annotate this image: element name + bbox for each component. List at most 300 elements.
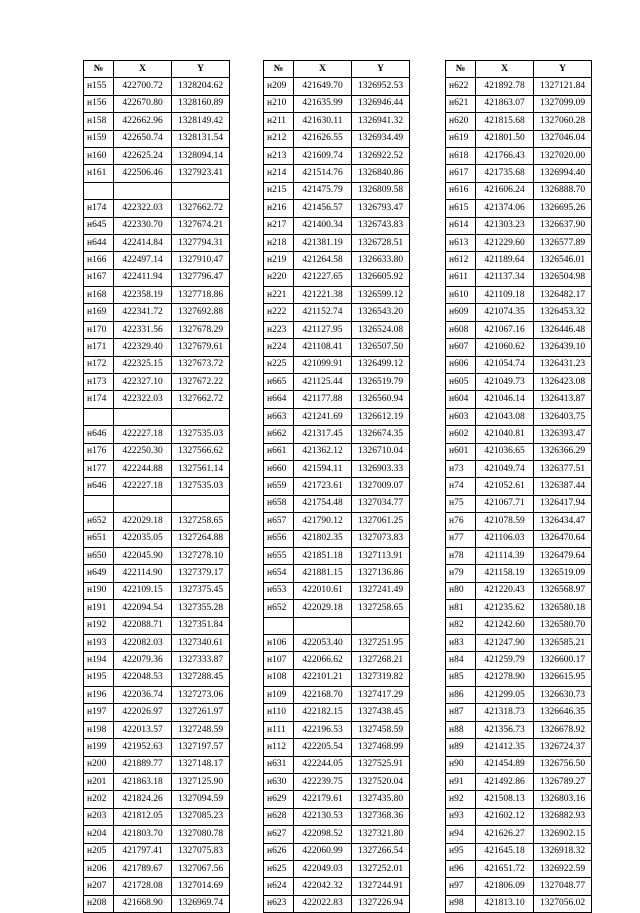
- x-coordinate-cell: 421630.11: [294, 113, 352, 130]
- point-number-cell: н613: [446, 234, 476, 251]
- point-number-cell: н626: [264, 843, 294, 860]
- y-coordinate-cell: 1326524.08: [352, 321, 410, 338]
- table-row: [264, 408, 410, 425]
- y-coordinate-cell: 1326560.94: [352, 391, 410, 408]
- y-coordinate-cell: 1326479.64: [534, 547, 592, 564]
- table-row: [264, 687, 410, 704]
- x-coordinate-cell: 421318.73: [476, 704, 534, 721]
- table-row: [84, 721, 230, 738]
- x-coordinate-cell: 421789.67: [114, 860, 172, 877]
- table-row: [264, 269, 410, 286]
- y-coordinate-cell: 1327417.29: [352, 687, 410, 704]
- point-number-cell: н167: [84, 269, 114, 286]
- point-number-cell: н661: [264, 443, 294, 460]
- point-number-cell: н81: [446, 600, 476, 617]
- x-coordinate-cell: 422358.19: [114, 287, 172, 304]
- table-row: [264, 113, 410, 130]
- table-row: [264, 130, 410, 147]
- header-number: №: [446, 61, 476, 78]
- x-coordinate-cell: 421227.65: [294, 269, 352, 286]
- table-row: [84, 252, 230, 269]
- x-coordinate-cell: 421626.27: [476, 826, 534, 843]
- point-number-cell: н621: [446, 95, 476, 112]
- point-number-cell: н225: [264, 356, 294, 373]
- table-row: [264, 843, 410, 860]
- table-row: [264, 234, 410, 251]
- point-number-cell: н171: [84, 339, 114, 356]
- x-coordinate-cell: 422130.53: [294, 808, 352, 825]
- x-coordinate-cell: 422022.83: [294, 895, 352, 912]
- table-row: [446, 495, 592, 512]
- y-coordinate-cell: 1328149.42: [172, 113, 230, 130]
- point-number-cell: н204: [84, 826, 114, 843]
- table-row: [84, 600, 230, 617]
- table-row: [264, 565, 410, 582]
- y-coordinate-cell: 1326543.20: [352, 304, 410, 321]
- x-coordinate-cell: 421514.76: [294, 165, 352, 182]
- y-coordinate-cell: 1326633.80: [352, 252, 410, 269]
- x-coordinate-cell: 422088.71: [114, 617, 172, 634]
- table-row: [446, 774, 592, 791]
- y-coordinate-cell: 1327125.90: [172, 774, 230, 791]
- table-row: [264, 287, 410, 304]
- y-coordinate-cell: 1327020.00: [534, 147, 592, 164]
- y-coordinate-cell: 1327796.47: [172, 269, 230, 286]
- header-y: Y: [352, 61, 410, 78]
- point-number-cell: н169: [84, 304, 114, 321]
- table-row: [84, 843, 230, 860]
- point-number-cell: н224: [264, 339, 294, 356]
- y-coordinate-cell: 1326674.35: [352, 426, 410, 443]
- table-row: [84, 895, 230, 912]
- point-number-cell: н76: [446, 513, 476, 530]
- point-number-cell: н98: [446, 895, 476, 912]
- x-coordinate-cell: 422205.54: [294, 739, 352, 756]
- point-number-cell: н97: [446, 878, 476, 895]
- y-coordinate-cell: 1328160.89: [172, 95, 230, 112]
- x-coordinate-cell: 421381.19: [294, 234, 352, 251]
- x-coordinate-cell: 422053.40: [294, 634, 352, 651]
- x-coordinate-cell: 421049.73: [476, 374, 534, 391]
- point-number-cell: н172: [84, 356, 114, 373]
- y-coordinate-cell: 1327662.72: [172, 200, 230, 217]
- table-row: [264, 721, 410, 738]
- table-row: [84, 147, 230, 164]
- point-number-cell: н201: [84, 774, 114, 791]
- y-coordinate-cell: 1326918.32: [534, 843, 592, 860]
- point-number-cell: [84, 182, 114, 199]
- table-row: [264, 791, 410, 808]
- y-coordinate-cell: 1327273.06: [172, 687, 230, 704]
- x-coordinate-cell: 421815.68: [476, 113, 534, 130]
- y-coordinate-cell: 1326922.59: [534, 860, 592, 877]
- table-row: [264, 704, 410, 721]
- x-coordinate-cell: 421242.60: [476, 617, 534, 634]
- point-number-cell: н608: [446, 321, 476, 338]
- x-coordinate-cell: 421723.61: [294, 478, 352, 495]
- x-coordinate-cell: 421299.05: [476, 687, 534, 704]
- point-number-cell: н73: [446, 460, 476, 477]
- y-coordinate-cell: 1327340.61: [172, 634, 230, 651]
- x-coordinate-cell: 421790.12: [294, 513, 352, 530]
- table-row: [446, 756, 592, 773]
- y-coordinate-cell: 1327014.69: [172, 878, 230, 895]
- point-number-cell: н111: [264, 721, 294, 738]
- y-coordinate-cell: 1327099.09: [534, 95, 592, 112]
- y-coordinate-cell: 1326403.75: [534, 408, 592, 425]
- point-number-cell: н174: [84, 391, 114, 408]
- table-row: [84, 739, 230, 756]
- y-coordinate-cell: 1326507.50: [352, 339, 410, 356]
- y-coordinate-cell: 1327264.88: [172, 530, 230, 547]
- point-number-cell: н85: [446, 669, 476, 686]
- x-coordinate-cell: 421043.08: [476, 408, 534, 425]
- table-row: [446, 165, 592, 182]
- y-coordinate-cell: 1326439.10: [534, 339, 592, 356]
- x-coordinate-cell: 422322.03: [114, 200, 172, 217]
- table-row: [264, 443, 410, 460]
- x-coordinate-cell: 421303.23: [476, 217, 534, 234]
- x-coordinate-cell: 421362.12: [294, 443, 352, 460]
- table-row: [84, 860, 230, 877]
- x-coordinate-cell: 421374.06: [476, 200, 534, 217]
- table-row: [84, 304, 230, 321]
- table-row: [84, 652, 230, 669]
- y-coordinate-cell: 1326499.12: [352, 356, 410, 373]
- point-number-cell: н209: [264, 78, 294, 95]
- y-coordinate-cell: 1327923.41: [172, 165, 230, 182]
- point-number-cell: н656: [264, 530, 294, 547]
- y-coordinate-cell: 1326417.94: [534, 495, 592, 512]
- x-coordinate-cell: 421635.99: [294, 95, 352, 112]
- x-coordinate-cell: 421106.03: [476, 530, 534, 547]
- x-coordinate-cell: 421114.39: [476, 547, 534, 564]
- table-row: [264, 252, 410, 269]
- y-coordinate-cell: 1326580.70: [534, 617, 592, 634]
- table-row: [264, 391, 410, 408]
- point-number-cell: н213: [264, 147, 294, 164]
- y-coordinate-cell: [172, 408, 230, 425]
- table-row: [84, 878, 230, 895]
- point-number-cell: н218: [264, 234, 294, 251]
- x-coordinate-cell: 421235.62: [476, 600, 534, 617]
- x-coordinate-cell: 421189.64: [476, 252, 534, 269]
- point-number-cell: н94: [446, 826, 476, 843]
- header-row: [446, 61, 592, 78]
- x-coordinate-cell: 422114.90: [114, 565, 172, 582]
- point-number-cell: н156: [84, 95, 114, 112]
- x-coordinate-cell: 421735.68: [476, 165, 534, 182]
- table-row: [264, 826, 410, 843]
- point-number-cell: н651: [84, 530, 114, 547]
- y-coordinate-cell: 1328094.14: [172, 147, 230, 164]
- y-coordinate-cell: 1327674.21: [172, 217, 230, 234]
- y-coordinate-cell: 1326585.21: [534, 634, 592, 651]
- point-number-cell: н653: [264, 582, 294, 599]
- coordinates-table-1: [83, 60, 230, 913]
- y-coordinate-cell: [172, 182, 230, 199]
- y-coordinate-cell: 1327266.54: [352, 843, 410, 860]
- y-coordinate-cell: 1327278.10: [172, 547, 230, 564]
- y-coordinate-cell: 1326366.29: [534, 443, 592, 460]
- point-number-cell: н663: [264, 408, 294, 425]
- header-row: [264, 61, 410, 78]
- table-row: [446, 408, 592, 425]
- point-number-cell: н93: [446, 808, 476, 825]
- point-number-cell: н629: [264, 791, 294, 808]
- x-coordinate-cell: 421074.35: [476, 304, 534, 321]
- y-coordinate-cell: 1327075.83: [172, 843, 230, 860]
- y-coordinate-cell: 1327679.61: [172, 339, 230, 356]
- table-row: [264, 600, 410, 617]
- table-row: [84, 495, 230, 512]
- table-row: [446, 113, 592, 130]
- x-coordinate-cell: 422029.18: [114, 513, 172, 530]
- table-row: [264, 200, 410, 217]
- y-coordinate-cell: 1326377.51: [534, 460, 592, 477]
- table-row: [264, 652, 410, 669]
- point-number-cell: н88: [446, 721, 476, 738]
- point-number-cell: н200: [84, 756, 114, 773]
- y-coordinate-cell: 1326678.92: [534, 721, 592, 738]
- x-coordinate-cell: 421952.63: [114, 739, 172, 756]
- x-coordinate-cell: 422179.61: [294, 791, 352, 808]
- point-number-cell: н215: [264, 182, 294, 199]
- point-number-cell: н662: [264, 426, 294, 443]
- y-coordinate-cell: 1326946.44: [352, 95, 410, 112]
- y-coordinate-cell: 1327520.04: [352, 774, 410, 791]
- table-row: [446, 252, 592, 269]
- x-coordinate-cell: 421801.50: [476, 130, 534, 147]
- x-coordinate-cell: 421158.19: [476, 565, 534, 582]
- table-row: [84, 165, 230, 182]
- y-coordinate-cell: 1327910.47: [172, 252, 230, 269]
- y-coordinate-cell: 1327048.77: [534, 878, 592, 895]
- y-coordinate-cell: 1327678.29: [172, 321, 230, 338]
- point-number-cell: н615: [446, 200, 476, 217]
- y-coordinate-cell: 1327034.77: [352, 495, 410, 512]
- x-coordinate-cell: 421036.65: [476, 443, 534, 460]
- x-coordinate-cell: 422182.15: [294, 704, 352, 721]
- x-coordinate-cell: 422045.90: [114, 547, 172, 564]
- x-coordinate-cell: 421606.24: [476, 182, 534, 199]
- point-number-cell: н91: [446, 774, 476, 791]
- y-coordinate-cell: 1327351.84: [172, 617, 230, 634]
- y-coordinate-cell: 1327535.03: [172, 478, 230, 495]
- x-coordinate-cell: 422060.99: [294, 843, 352, 860]
- point-number-cell: н611: [446, 269, 476, 286]
- y-coordinate-cell: 1326612.19: [352, 408, 410, 425]
- table-row: [264, 78, 410, 95]
- x-coordinate-cell: 421078.59: [476, 513, 534, 530]
- x-coordinate-cell: 421412.35: [476, 739, 534, 756]
- point-number-cell: н610: [446, 287, 476, 304]
- header-number: №: [84, 61, 114, 78]
- point-number-cell: н159: [84, 130, 114, 147]
- point-number-cell: н90: [446, 756, 476, 773]
- x-coordinate-cell: 421125.44: [294, 374, 352, 391]
- table-row: [264, 182, 410, 199]
- point-number-cell: н108: [264, 669, 294, 686]
- x-coordinate-cell: 421137.34: [476, 269, 534, 286]
- header-x: X: [476, 61, 534, 78]
- x-coordinate-cell: 421229.60: [476, 234, 534, 251]
- x-coordinate-cell: 421177.88: [294, 391, 352, 408]
- y-coordinate-cell: 1327321.80: [352, 826, 410, 843]
- point-number-cell: н658: [264, 495, 294, 512]
- point-number-cell: н606: [446, 356, 476, 373]
- table-row: [446, 460, 592, 477]
- x-coordinate-cell: 421067.71: [476, 495, 534, 512]
- y-coordinate-cell: 1327794.31: [172, 234, 230, 251]
- y-coordinate-cell: 1327468.99: [352, 739, 410, 756]
- table-row: [264, 165, 410, 182]
- point-number-cell: н616: [446, 182, 476, 199]
- point-number-cell: н652: [264, 600, 294, 617]
- x-coordinate-cell: 422035.05: [114, 530, 172, 547]
- y-coordinate-cell: 1326446.48: [534, 321, 592, 338]
- table-row: [264, 774, 410, 791]
- point-number-cell: [84, 408, 114, 425]
- x-coordinate-cell: 422662.96: [114, 113, 172, 130]
- table-row: [84, 756, 230, 773]
- x-coordinate-cell: 422341.72: [114, 304, 172, 321]
- table-row: [84, 426, 230, 443]
- y-coordinate-cell: 1327566.62: [172, 443, 230, 460]
- point-number-cell: н614: [446, 217, 476, 234]
- table-row: [84, 78, 230, 95]
- y-coordinate-cell: 1326568.97: [534, 582, 592, 599]
- table-row: [446, 130, 592, 147]
- point-number-cell: н95: [446, 843, 476, 860]
- table-row: [84, 130, 230, 147]
- table-row: [264, 669, 410, 686]
- y-coordinate-cell: 1326888.70: [534, 182, 592, 199]
- y-coordinate-cell: 1326646.35: [534, 704, 592, 721]
- point-number-cell: н196: [84, 687, 114, 704]
- table-row: [446, 200, 592, 217]
- y-coordinate-cell: 1327136.86: [352, 565, 410, 582]
- y-coordinate-cell: 1326743.83: [352, 217, 410, 234]
- table-row: [446, 182, 592, 199]
- y-coordinate-cell: 1326504.98: [534, 269, 592, 286]
- table-row: [446, 356, 592, 373]
- table-row: [84, 269, 230, 286]
- y-coordinate-cell: 1326482.17: [534, 287, 592, 304]
- table-row: [446, 287, 592, 304]
- point-number-cell: н623: [264, 895, 294, 912]
- header-y: Y: [172, 61, 230, 78]
- x-coordinate-cell: 421892.78: [476, 78, 534, 95]
- table-row: [264, 860, 410, 877]
- point-number-cell: н208: [84, 895, 114, 912]
- point-number-cell: н602: [446, 426, 476, 443]
- x-coordinate-cell: 422670.80: [114, 95, 172, 112]
- table-row: [264, 460, 410, 477]
- table-row: [446, 304, 592, 321]
- table-row: [264, 617, 410, 634]
- y-coordinate-cell: 1327121.84: [534, 78, 592, 95]
- y-coordinate-cell: 1327458.59: [352, 721, 410, 738]
- table-row: [446, 147, 592, 164]
- y-coordinate-cell: 1327535.03: [172, 426, 230, 443]
- point-number-cell: н657: [264, 513, 294, 530]
- y-coordinate-cell: 1326969.74: [172, 895, 230, 912]
- x-coordinate-cell: 422098.52: [294, 826, 352, 843]
- y-coordinate-cell: 1327435.80: [352, 791, 410, 808]
- y-coordinate-cell: 1326393.47: [534, 426, 592, 443]
- x-coordinate-cell: 421046.14: [476, 391, 534, 408]
- x-coordinate-cell: 421851.18: [294, 547, 352, 564]
- table-row: [84, 634, 230, 651]
- table-row: [264, 321, 410, 338]
- x-coordinate-cell: 422329.40: [114, 339, 172, 356]
- table-row: [446, 808, 592, 825]
- x-coordinate-cell: 421067.16: [476, 321, 534, 338]
- point-number-cell: н650: [84, 547, 114, 564]
- x-coordinate-cell: 421766.43: [476, 147, 534, 164]
- table-row: [446, 860, 592, 877]
- x-coordinate-cell: 422026.97: [114, 704, 172, 721]
- y-coordinate-cell: 1326803.16: [534, 791, 592, 808]
- table-row: [84, 704, 230, 721]
- x-coordinate-cell: 421356.73: [476, 721, 534, 738]
- point-number-cell: н192: [84, 617, 114, 634]
- table-row: [446, 217, 592, 234]
- y-coordinate-cell: 1327525.91: [352, 756, 410, 773]
- y-coordinate-cell: 1326519.79: [352, 374, 410, 391]
- point-number-cell: н617: [446, 165, 476, 182]
- y-coordinate-cell: 1326431.23: [534, 356, 592, 373]
- y-coordinate-cell: 1327333.87: [172, 652, 230, 669]
- point-number-cell: н627: [264, 826, 294, 843]
- table-row: [446, 443, 592, 460]
- y-coordinate-cell: 1327060.28: [534, 113, 592, 130]
- point-number-cell: н612: [446, 252, 476, 269]
- y-coordinate-cell: 1326695.26: [534, 200, 592, 217]
- y-coordinate-cell: 1326952.53: [352, 78, 410, 95]
- point-number-cell: н176: [84, 443, 114, 460]
- table-row: [446, 826, 592, 843]
- y-coordinate-cell: 1327056.02: [534, 895, 592, 912]
- point-number-cell: н217: [264, 217, 294, 234]
- table-row: [446, 426, 592, 443]
- point-number-cell: н630: [264, 774, 294, 791]
- y-coordinate-cell: 1327080.78: [172, 826, 230, 843]
- x-coordinate-cell: 422196.53: [294, 721, 352, 738]
- table-row: [446, 513, 592, 530]
- x-coordinate-cell: 422322.03: [114, 391, 172, 408]
- point-number-cell: н601: [446, 443, 476, 460]
- point-number-cell: н160: [84, 147, 114, 164]
- point-number-cell: н603: [446, 408, 476, 425]
- y-coordinate-cell: 1327094.59: [172, 791, 230, 808]
- y-coordinate-cell: 1327252.01: [352, 860, 410, 877]
- y-coordinate-cell: 1327251.95: [352, 634, 410, 651]
- table-row: [264, 495, 410, 512]
- point-number-cell: н173: [84, 374, 114, 391]
- y-coordinate-cell: 1326903.33: [352, 460, 410, 477]
- y-coordinate-cell: 1326882.93: [534, 808, 592, 825]
- point-number-cell: н607: [446, 339, 476, 356]
- header-x: X: [114, 61, 172, 78]
- x-coordinate-cell: 422700.72: [114, 78, 172, 95]
- table-row: [446, 878, 592, 895]
- y-coordinate-cell: 1327113.91: [352, 547, 410, 564]
- table-row: [446, 617, 592, 634]
- table-row: [446, 565, 592, 582]
- point-number-cell: н198: [84, 721, 114, 738]
